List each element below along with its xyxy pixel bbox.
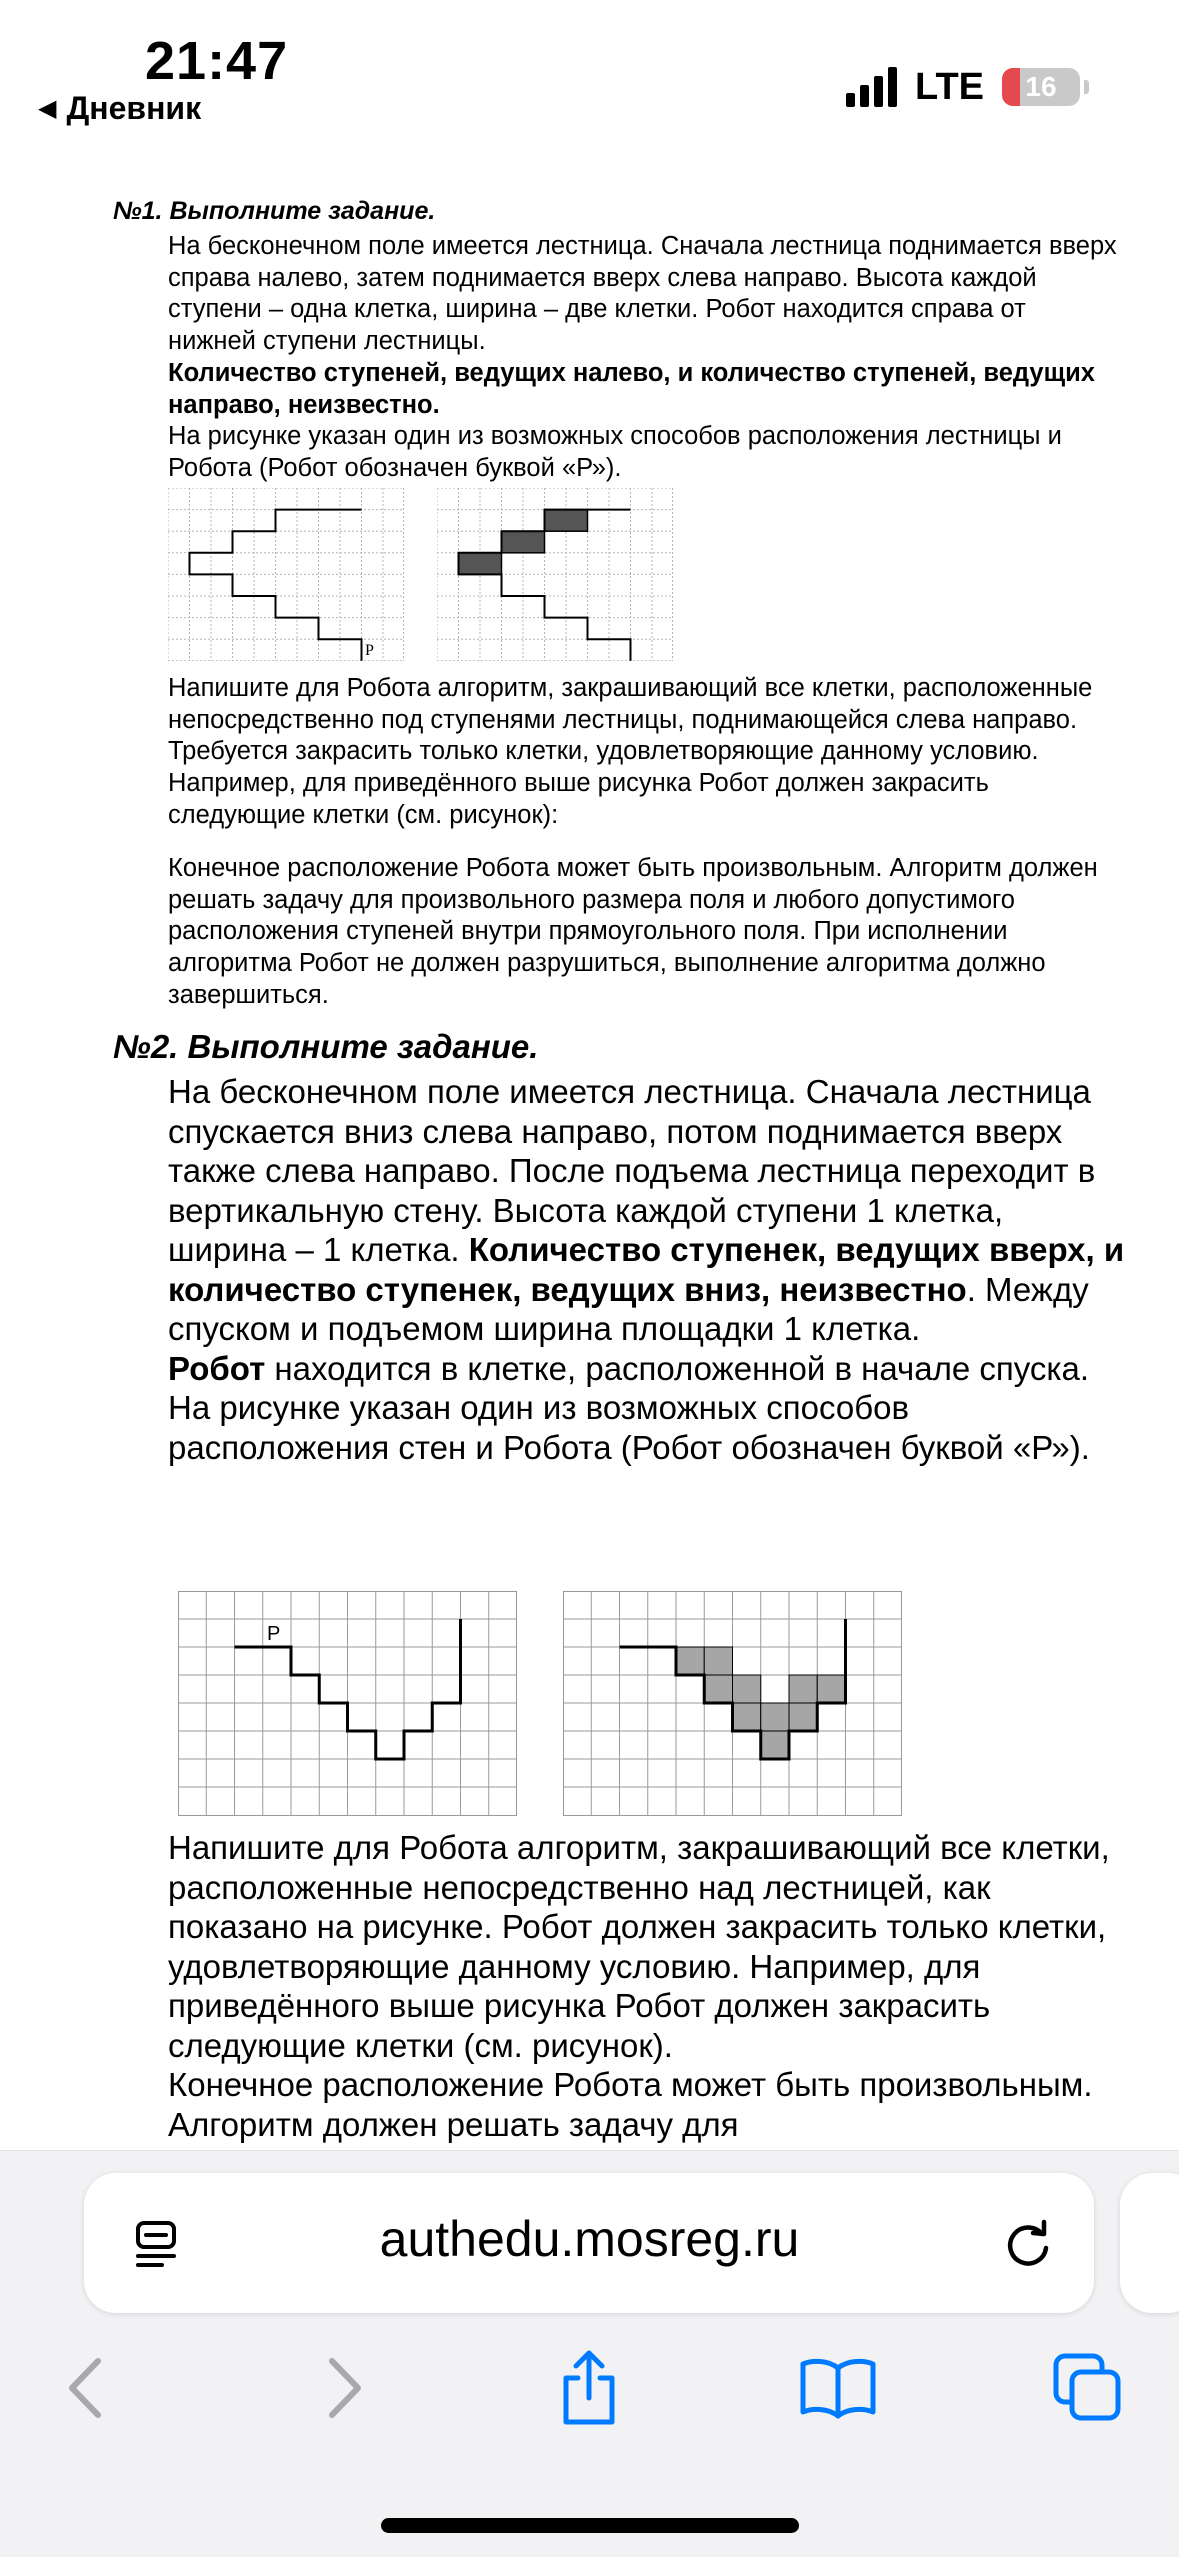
painted-cell [502,531,545,553]
task2-bold-condition: Количество ступенек, ведущих вверх, и количество ступенек, ведущих вниз, неизвестно [168,1231,1125,1308]
task2-algorithm-text [168,1828,1128,2144]
painted-cell [704,1647,732,1675]
cellular-signal-icon [846,67,897,107]
back-icon[interactable] [62,2355,112,2421]
tabs-icon[interactable] [1052,2352,1124,2424]
task1-figure-solution [437,488,673,661]
reload-icon[interactable] [1000,2216,1056,2272]
task1-bold-condition: Количество ступеней, ведущих налево, и количество ступеней, ведущих направо, неизвестно. [168,358,1095,419]
task1-paragraph-4: Конечное расположение Робота может быть произвольным. Алгоритм должен решать задачу для произвольного размера поля и любого допустимого расположения ступеней внутри прямоугольного поля. При исполнении алгоритма Робот не должен разрушиться, выполнение алгоритма должно завершиться. [168,854,1098,1009]
painted-cell [545,510,588,532]
painted-cell [733,1675,761,1703]
task2-paragraph-4: Конечное расположение Робота может быть произвольным. Алгоритм должен решать задачу для [168,2066,1093,2143]
painted-cell [761,1731,789,1759]
status-time: 21:47 [145,31,289,91]
painted-cell [704,1675,732,1703]
url-text[interactable]: authedu.mosreg.ru [379,2211,800,2267]
back-to-app-button[interactable] [38,90,201,127]
task2-robot-position [168,1349,1128,1389]
task2-figure-solution [563,1591,903,1816]
task2-figure-field [178,1591,518,1816]
painted-cell [459,553,502,575]
battery-level: 16 [1025,71,1057,102]
painted-cell [733,1703,761,1731]
painted-cell [817,1675,845,1703]
network-type: LTE [915,65,984,108]
task1-algorithm-text [168,673,1118,832]
task1-final-text [168,853,1118,1012]
bookmarks-icon[interactable] [798,2354,878,2420]
painted-cell [789,1675,817,1703]
painted-cell [789,1703,817,1731]
share-icon[interactable] [556,2348,622,2428]
task2-robot-word: Робот [168,1349,266,1387]
back-app-label: Дневник [66,90,202,126]
forward-icon[interactable] [318,2355,368,2421]
battery-tip [1084,80,1089,94]
painted-cell [676,1647,704,1675]
home-indicator[interactable] [381,2518,799,2533]
status-indicators [846,62,1089,112]
task1-title: №1. Выполните задание. [113,197,436,225]
task2-para1-a: На бесконечном поле имеется лестница. Сначала лестница спускается вниз слева направо, потом поднимается вверх также слева направо. После подъема лестница переходит в вертикальную стену. Высота каждой ступени 1 клетка, ширина – 1 клетка. [168,1073,1096,1268]
task1-intro [168,231,1118,485]
task1-figure-field [168,488,404,661]
back-triangle-icon: ◀ [38,95,57,122]
task1-paragraph-2: На рисунке указан один из возможных способов расположения лестницы и Робота (Робот обозначен буквой «Р»). [168,422,1062,482]
task2-intro [168,1072,1128,1467]
task1-paragraph-1: На бесконечном поле имеется лестница. Сначала лестница поднимается вверх справа налево, затем поднимается вверх слева направо. Высота каждой ступени – одна клетка, ширина – две клетки. Робот находится справа от нижней ступени лестницы. [168,232,1117,356]
task1-paragraph-3: Напишите для Робота алгоритм, закрашивающий все клетки, расположенные непосредственно под ступенями лестницы, поднимающейся слева направо. Требуется закрасить только клетки, удовлетворяющие данному условию. Например, для приведённого выше рисунка Робот должен закрасить следующие клетки (см. рисунок): [168,674,1093,829]
task2-robot-rest: находится в клетке, расположенной в начале спуска. [265,1349,1090,1387]
task2-title: №2. Выполните задание. [113,1028,539,1065]
task2-paragraph-1 [168,1072,1128,1349]
task2-robot-marker: Р [267,1623,281,1645]
task2-paragraph-2: На рисунке указан один из возможных способов расположения стен и Робота (Робот обозначен буквой «Р»). [168,1389,1090,1466]
task2-paragraph-3: Напишите для Робота алгоритм, закрашивающий все клетки, расположенные непосредственно над лестницей, как показано на рисунке. Робот должен закрасить только клетки, удовлетворяющие данному условию. Например, для приведённого выше рисунка Робот должен закрасить следующие клетки (см. рисунок). [168,1829,1110,2064]
painted-cell [761,1703,789,1731]
task2-para1-b: . Между спуском и подъемом ширина площадки 1 клетка. [168,1270,1089,1347]
battery-icon [1002,68,1080,106]
task1-robot-marker: Р [365,642,374,659]
